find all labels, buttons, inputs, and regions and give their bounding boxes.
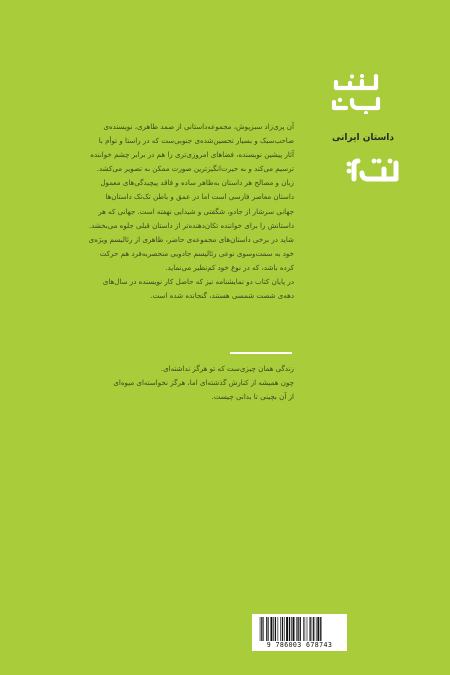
quote-line: چون همیشه از کنارش گذشته‌ای اما، هرگز نخواسته‌ای میوه‌ای (113, 378, 294, 388)
series-label: داستان ایرانی (331, 133, 394, 143)
ketab-boof-wordmark-icon (328, 72, 384, 114)
imprint-logo (346, 155, 402, 185)
blurb-line: آن پری‌زاد سبزپوش، مجموعه‌داستانی از صمد طاهری، نویسنده‌ی (103, 122, 294, 131)
quote-line: زندگی همان چیزی‌ست که تو هرگز نداشته‌ای. (160, 364, 294, 373)
blurb-line: شاید در برخی داستان‌های مجموعه‌ی حاضر، ظاهری از رئالیسم ویژه‌ی (88, 234, 294, 244)
blurb-line: دهه‌ی شصت شمسی هستند، گنجانده شده است. (150, 291, 294, 301)
blurb-line: داستان معاصر فارسی است اما در عمق و باطن تک‌تک داستان‌ها (105, 192, 294, 202)
blurb-text (48, 120, 294, 303)
blurb-line: جهانی سرشار از جادو، شگفتی و شیدایی نهفته است. جهانی که هر (98, 206, 294, 216)
blurb-line: خود به سمت‌وسوی نوعی رئالیسم جادویی منحصربه‌فرد هم حرکت (99, 248, 294, 258)
barcode-digits: 9 786003 678743 (266, 641, 333, 649)
blurb-line: زبان و مصالح هر داستان به‌ظاهر ساده و فاقد پیچیدگی‌های معمول (100, 178, 294, 188)
divider (230, 352, 292, 354)
quote-text (110, 362, 294, 404)
publisher-logo (328, 72, 384, 114)
isbn-barcode (252, 614, 347, 651)
blurb-line: کرده باشد، که در نوع خود کم‌نظیر می‌نماید. (165, 262, 294, 272)
blurb-line: صاحب‌سبک و بسیار تحسین‌شده‌ی جنوبی‌ست که در راستا و توأم با (98, 136, 294, 146)
barcode-icon (258, 617, 341, 641)
nimazh-logo-icon (346, 155, 402, 185)
blurb-line: ترسیم می‌کند و به حیرت‌انگیزترین صورت ممکن به تصویر می‌کشد. (96, 164, 294, 174)
quote-line: از آن بچینی تا بدانی چیست. (211, 392, 294, 402)
blurb-line: آثار پیشین نویسنده، فضاهای امروزی‌تری را هم در برابر چشم خواننده (90, 150, 294, 160)
blurb-line: داستانش را برای خواننده تکان‌دهنده‌تر از داستان قبلی جلوه می‌بخشد. (88, 220, 294, 230)
blurb-line: در پایان کتاب دو نمایشنامه نیز که حاصل کار نویسنده در سال‌های (102, 277, 294, 287)
